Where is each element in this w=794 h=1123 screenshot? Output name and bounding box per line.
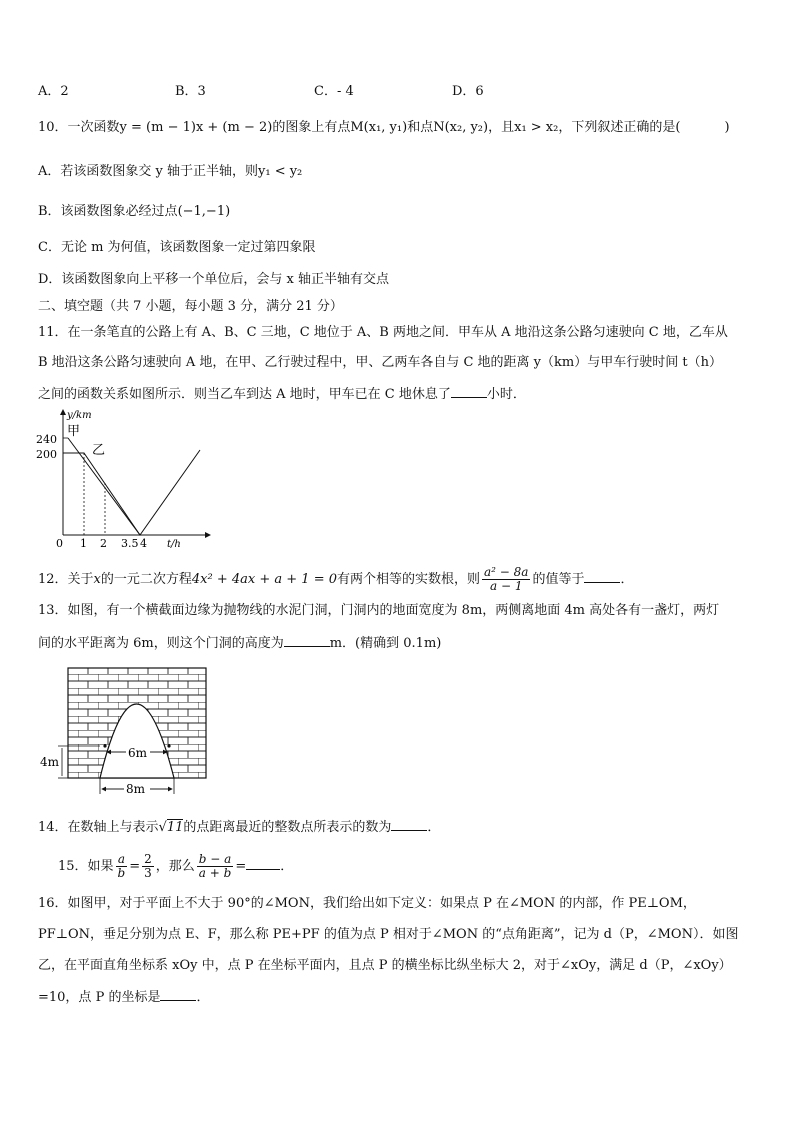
x-tick-1: 1 [80, 537, 87, 550]
archway-figure [38, 660, 213, 800]
y-axis-label: y/km [67, 410, 92, 421]
q11-line-2: B 地沿这条公路匀速驶向 A 地，在甲、乙行驶过程中，甲、乙两车各自与 C 地的距离 y（km）与甲车行驶时间 t（h） [38, 355, 722, 370]
q9-option-d: D．6 [452, 84, 484, 99]
label-4m: 4m [40, 755, 60, 769]
q11-line-3: 之间的函数关系如图所示．则当乙车到达 A 地时，甲车已在 C 地休息了 小时． [38, 387, 526, 402]
q14-radicand: 11 [166, 820, 184, 835]
q9-option-a: A．2 [38, 84, 69, 99]
q15-fraction-target: $\frac{b - a}{a + b}$ [198, 852, 232, 880]
q10-option-c: C．无论 m 为何值，该函数图象一定过第四象限 [38, 240, 316, 255]
q10-point-n: N(x₂, y₂) [433, 120, 489, 135]
q10-option-d: D．该函数图象向上平移一个单位后，会与 x 轴正半轴有交点 [38, 272, 390, 287]
q10-option-a-expr: y₁ < y₂ [258, 164, 303, 179]
label-6m: 6m [128, 746, 148, 760]
x-tick-4: 4 [140, 537, 147, 550]
q12-fraction: $\frac{\text{a² − 8a}}{a - 1}$ [484, 565, 529, 593]
answer-blank[interactable] [160, 988, 196, 1001]
line-yi [63, 450, 200, 535]
q11-line-1: 11．在一条笔直的公路上有 A、B、C 三地，C 地位于 A、B 两地之间．甲车从 A 地沿这条公路匀速驶向 C 地，乙车从 [38, 325, 728, 340]
label-yi: 乙 [92, 443, 106, 458]
q10-option-a: A．若该函数图象交 y 轴于正半轴，则y₁ < y₂ [38, 164, 303, 179]
q16-line-4: =10，点 P 的坐标是 ． [38, 990, 210, 1005]
q10-option-b-expr: (−1,−1) [177, 204, 231, 219]
x-tick-3-5: 3.5 [121, 537, 139, 550]
q10-point-m: M(x₁, y₁) [350, 120, 408, 135]
q9-option-c: C．- 4 [314, 84, 354, 99]
q12-equation: 4x² + 4ax + a + 1 = 0 [191, 572, 337, 587]
q15-fraction-a-b: $\frac{a}{b}$ [117, 852, 126, 880]
distance-time-graph [30, 405, 215, 555]
q10-option-b: B．该函数图象必经过点(−1,−1) [38, 204, 231, 219]
q16-line-2: PF⊥ON，垂足分别为点 E、F，那么称 PE+PF 的值为点 P 相对于∠MON 的“点角距离”，记为 d（P，∠MON）．如图 [38, 927, 739, 942]
answer-blank[interactable] [451, 385, 487, 398]
answer-blank[interactable] [284, 634, 330, 647]
answer-blank[interactable] [584, 570, 620, 583]
q16-line-3: 乙，在平面直角坐标系 xOy 中，点 P 在坐标平面内，且点 P 的横坐标比纵坐标大 2，对于∠xOy，满足 d（P，∠xOy） [38, 958, 732, 973]
q16-line-1: 16．如图甲，对于平面上不大于 90°的∠MON，我们给出如下定义：如果点 P 在∠MON 的内部，作 PE⊥OM， [38, 896, 696, 911]
x-axis-label: t/h [167, 539, 181, 550]
q10-condition: x₁ > x₂ [514, 120, 559, 135]
q10-stem: 10．一次函数y = (m − 1)x + (m − 2)的图象上有点M(x₁, y₁)和点N(x₂, y₂)，且x₁ > x₂，下列叙述正确的是( ) [38, 120, 730, 135]
label-8m: 8m [126, 782, 146, 796]
section-heading: 二、填空题（共 7 小题，每小题 3 分，满分 21 分） [38, 299, 343, 314]
q13-line-2: 间的水平距离为 6m，则这个门洞的高度为 m．(精确到 0.1m) [38, 636, 442, 651]
label-jia: 甲 [67, 424, 81, 439]
sqrt-symbol: √ [158, 820, 167, 835]
q15-stem: 15．如果 $\frac{a}{b}$ = $\frac{2}{3}$ ，那么 $\frac{b - a}{a + b}$ = ． [58, 852, 294, 880]
q14-stem: 14．在数轴上与表示√11的点距离最近的整数点所表示的数为 ． [38, 820, 441, 835]
y-tick-240: 240 [36, 433, 57, 446]
q12-stem: 12．关于x的一元二次方程4x² + 4ax + a + 1 = 0有两个相等的实数根，则 $\frac{\text{a² − 8a}}{a - 1}$ 的值等于 ． [38, 565, 634, 593]
answer-blank[interactable] [246, 857, 280, 870]
q13-line-1: 13．如图，有一个横截面边缘为抛物线的水泥门洞，门洞内的地面宽度为 8m，两侧离地面 4m 高处各有一盏灯，两灯 [38, 603, 720, 618]
q10-formula: y = (m − 1)x + (m − 2) [119, 120, 273, 135]
q15-fraction-2-3: $\frac{2}{3}$ [144, 852, 152, 880]
x-tick-0: 0 [56, 537, 63, 550]
answer-blank[interactable] [391, 818, 427, 831]
q9-options [38, 83, 758, 101]
q9-option-b: B．3 [175, 84, 206, 99]
y-tick-200: 200 [36, 448, 57, 461]
x-tick-2: 2 [100, 537, 107, 550]
